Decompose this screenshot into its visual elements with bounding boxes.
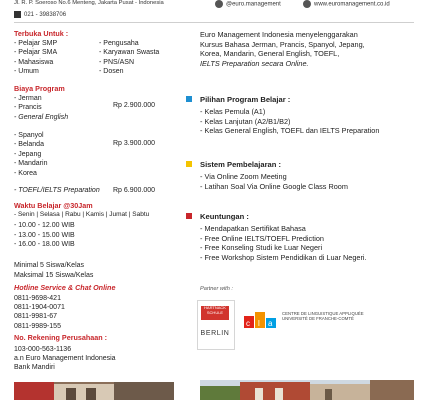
- biaya-group-2: [14, 131, 47, 178]
- list-item: - Belanda: [14, 141, 44, 149]
- list-item: - Mandarin: [14, 160, 48, 168]
- list-item: - 10.00 - 12.00 WIB: [14, 222, 75, 229]
- intro-line: Kursus Bahasa Jerman, Prancis, Spanyol, Jepang,: [200, 39, 365, 49]
- list-item: - Latihan Soal Via Online Google Class Room: [200, 181, 348, 191]
- list-item: - Spanyol: [14, 132, 44, 139]
- list-item: - General English: [14, 113, 69, 121]
- waktu-title: Waktu Belajar @30Jam: [14, 201, 93, 210]
- list-item: - Pelajar SMP: [14, 40, 58, 47]
- svg-text:l: l: [258, 319, 260, 328]
- list-item: - Umum: [14, 68, 39, 76]
- rekening-title: No. Rekening Perusahaan :: [14, 333, 108, 342]
- hotline-numbers: [14, 294, 65, 331]
- list-item: - Via Online Zoom Meeting: [200, 172, 287, 181]
- phone-number[interactable]: 0811-9698-421: [14, 295, 61, 302]
- target-list-1: [14, 39, 57, 77]
- list-item: - Free Konseling Studi ke Luar Negeri: [200, 243, 323, 253]
- list-item: - 16.00 - 18.00 WIB: [14, 241, 75, 249]
- website-text: www.euromanagement.co.id: [314, 1, 390, 8]
- account-name: a.n Euro Management Indonesia: [14, 355, 116, 363]
- list-item: - PNS/ASN: [99, 58, 135, 66]
- list-item: - Mahasiswa: [14, 58, 54, 66]
- list-item: - Kelas General English, TOEFL dan IELTS Preparation: [200, 126, 380, 136]
- list-item: - Pelajar SMA: [14, 49, 58, 57]
- list-item: - Karyawan Swasta: [99, 49, 160, 57]
- kelas-min: Minimal 5 Siswa/Kelas: [14, 262, 85, 269]
- instagram-text: @euro.management: [226, 1, 281, 8]
- hartnack-logo-text: BERLIN: [200, 330, 230, 337]
- intro-line-text: Korea, Mandarin, General English, TOEFL,: [200, 49, 340, 59]
- hotline-title: Hotline Service & Chat Online: [14, 283, 116, 292]
- top-divider: [14, 22, 414, 23]
- bank-name: Bank Mandiri: [14, 364, 55, 372]
- kelas-max: Maksimal 15 Siswa/Kelas: [14, 271, 94, 279]
- target-title: Terbuka Untuk :: [14, 29, 69, 38]
- biaya-group-1: [14, 94, 68, 122]
- waktu-days: - Senin | Selasa | Rabu | Kamis | Jumat | Sabtu: [14, 211, 150, 218]
- price-1: Rp 2.900.000: [113, 102, 156, 109]
- sistem-list: [200, 172, 348, 191]
- intro-line: Euro Management Indonesia menyelenggarakan: [200, 30, 358, 39]
- keuntungan-list: [200, 224, 367, 263]
- keuntungan-title: Keuntungan :: [200, 212, 249, 221]
- phone-text: 021 - 39838706: [24, 12, 67, 19]
- list-item: - 13.00 - 15.00 WIB: [14, 231, 75, 239]
- red-square-icon: [186, 213, 192, 219]
- globe-icon: [303, 0, 311, 8]
- intro-line: [200, 49, 365, 59]
- building-photo-right: [200, 380, 414, 400]
- list-item: - Jepang: [14, 150, 42, 158]
- cla-text-line: UNIVERSITÉ DE FRANCHE-COMTÉ: [282, 316, 354, 322]
- list-item: - Mendapatkan Sertifikat Bahasa: [200, 224, 306, 233]
- intro-line: IELTS Preparation secara Online.: [200, 58, 309, 68]
- account-number: 103-000-563-1136: [14, 346, 72, 353]
- list-item: - Pengusaha: [99, 40, 139, 47]
- partner-label: Partner with :: [200, 286, 233, 292]
- biaya-title: Biaya Program: [14, 84, 65, 93]
- cla-logo-text: [282, 311, 364, 321]
- svg-text:a: a: [268, 319, 273, 328]
- pilihan-list: [200, 107, 379, 136]
- intro-paragraph: [200, 30, 365, 69]
- cla-text-line: CENTRE DE LINGUISTIQUE APPLIQUÉE: [282, 311, 364, 316]
- list-item: - Kelas Pemula (A1): [200, 107, 266, 116]
- cla-logo-mark: [244, 310, 278, 330]
- rekening-info: [14, 345, 116, 373]
- blue-square-icon: [186, 96, 192, 102]
- price-2: Rp 3.900.000: [113, 140, 156, 147]
- pilihan-title: Pilihan Program Belajar :: [200, 95, 291, 104]
- hartnack-logo-mark: HARTNACK SCHULE: [201, 306, 229, 320]
- kelas-size: [14, 261, 93, 280]
- phone-number[interactable]: 0811-9981-67: [14, 313, 58, 321]
- phone-row: [14, 11, 66, 18]
- list-item: - Free Workshop Sistem Pendidikan di Luar Negeri.: [200, 252, 367, 262]
- instagram-row[interactable]: [215, 0, 281, 8]
- target-list-2: [99, 39, 159, 77]
- address-text: Jl. R. P. Soeroso No.6 Menteng, Jakarta Pusat - Indonesia: [14, 0, 164, 6]
- price-3: Rp 6.900.000: [113, 187, 156, 194]
- biaya-group-3: - TOEFL/IELTS Preparation: [14, 187, 100, 194]
- phone-number[interactable]: 0811-1904-0071: [14, 304, 65, 312]
- sistem-title: Sistem Pembelajaran :: [200, 160, 282, 169]
- contact-strip: [0, 0, 428, 24]
- list-item: - Jerman: [14, 95, 42, 102]
- phone-icon: [14, 11, 21, 18]
- instagram-icon: [215, 0, 223, 8]
- waktu-slots: [14, 221, 75, 250]
- yellow-square-icon: [186, 161, 192, 167]
- svg-text:c: c: [246, 319, 250, 328]
- list-item: - Prancis: [14, 104, 42, 112]
- list-item: - Kelas Lanjutan (A2/B1/B2): [200, 116, 291, 126]
- website-row[interactable]: [303, 0, 390, 8]
- list-item: - Dosen: [99, 68, 124, 76]
- list-item: - Free Online IELTS/TOEFL Prediction: [200, 233, 324, 243]
- list-item: - Korea: [14, 169, 37, 177]
- building-photo-left: [14, 382, 174, 400]
- phone-number[interactable]: 0811-9989-155: [14, 322, 61, 330]
